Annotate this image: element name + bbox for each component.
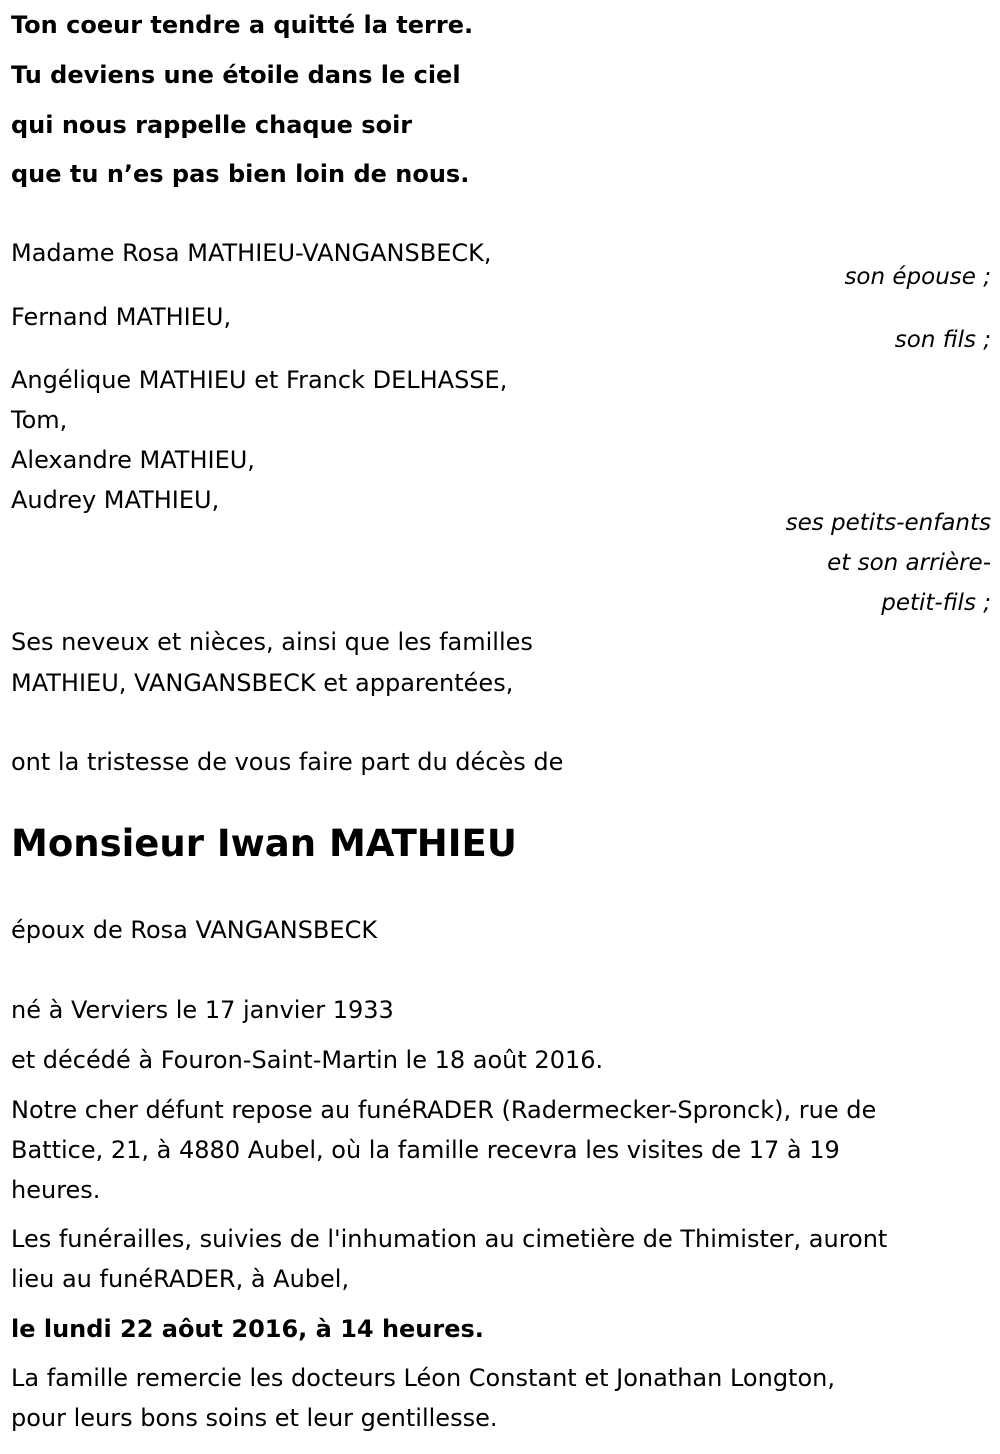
poem-line-2: Tu deviens une étoile dans le ciel	[11, 61, 461, 89]
repose-line-2: Battice, 21, à 4880 Aubel, où la famille recevra les visites de 17 à 19	[11, 1136, 840, 1164]
grandchildren-role-3: petit-fils ;	[881, 590, 991, 616]
grandchild-3: Alexandre MATHIEU,	[11, 446, 255, 474]
funeral-line-2: lieu au funéRADER, à Aubel,	[11, 1265, 350, 1293]
grandchild-1: Angélique MATHIEU et Franck DELHASSE,	[11, 366, 508, 394]
poem-line-1: Ton coeur tendre a quitté la terre.	[11, 11, 474, 39]
announcement: ont la tristesse de vous faire part du décès de	[11, 748, 564, 776]
grandchildren-role-1: ses petits-enfants	[785, 510, 991, 536]
funeral-line-1: Les funérailles, suivies de l'inhumation au cimetière de Thimister, auront	[11, 1225, 888, 1253]
thanks-line-1: La famille remercie les docteurs Léon Constant et Jonathan Longton,	[11, 1364, 835, 1392]
repose-line-1: Notre cher défunt repose au funéRADER (Radermecker-Spronck), rue de	[11, 1096, 877, 1124]
spouse-of: époux de Rosa VANGANSBECK	[11, 916, 378, 944]
son-role: son fils ;	[894, 327, 991, 353]
grandchild-2: Tom,	[11, 406, 68, 434]
son-name: Fernand MATHIEU,	[11, 303, 232, 331]
birth-info: né à Verviers le 17 janvier 1933	[11, 996, 394, 1024]
poem-line-4: que tu n’es pas bien loin de nous.	[11, 160, 470, 188]
death-info: et décédé à Fouron-Saint-Martin le 18 août 2016.	[11, 1046, 604, 1074]
relatives-line-1: Ses neveux et nièces, ainsi que les familles	[11, 628, 533, 656]
wife-name: Madame Rosa MATHIEU-VANGANSBECK,	[11, 239, 492, 267]
thanks-line-2: pour leurs bons soins et leur gentillesse.	[11, 1404, 498, 1432]
relatives-line-2: MATHIEU, VANGANSBECK et apparentées,	[11, 669, 514, 697]
grandchildren-role-2: et son arrière-	[827, 550, 991, 576]
repose-line-3: heures.	[11, 1176, 101, 1204]
wife-role: son épouse ;	[844, 264, 991, 290]
grandchild-4: Audrey MATHIEU,	[11, 486, 220, 514]
poem-line-3: qui nous rappelle chaque soir	[11, 111, 413, 139]
funeral-date: le lundi 22 aôut 2016, à 14 heures.	[11, 1315, 484, 1343]
deceased-name: Monsieur Iwan MATHIEU	[11, 822, 517, 865]
